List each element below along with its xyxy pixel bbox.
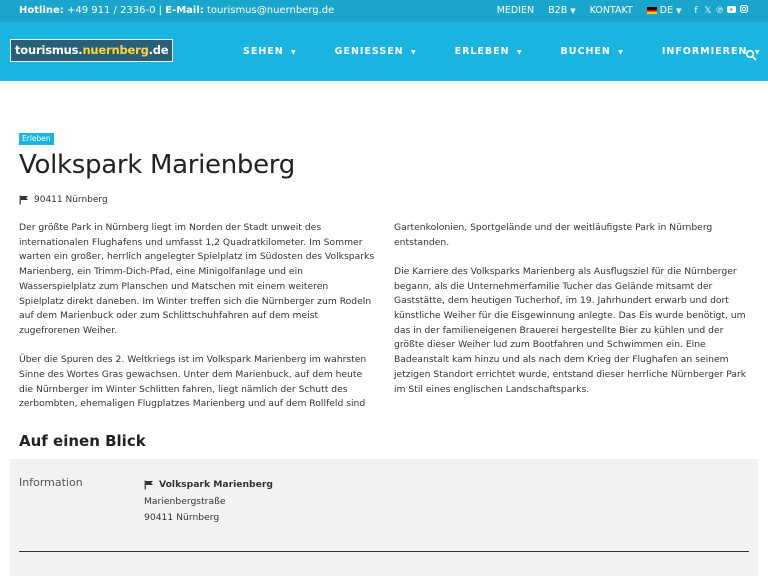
- nav-label: INFORMIEREN: [661, 46, 748, 57]
- top-link-kontakt[interactable]: KONTAKT: [589, 5, 633, 16]
- category-badge[interactable]: Erleben: [19, 133, 54, 145]
- language-label: DE: [659, 5, 674, 16]
- chevron-down-icon: ▼: [754, 49, 761, 56]
- facebook-icon[interactable]: f: [694, 6, 698, 16]
- main-navbar: [0, 22, 768, 81]
- contact-separator: |: [158, 5, 163, 16]
- language-switcher[interactable]: [647, 5, 682, 16]
- chevron-down-icon: ▼: [410, 49, 417, 56]
- hotline-label: Hotline:: [19, 5, 64, 16]
- search-icon[interactable]: [745, 46, 757, 58]
- nav-label: GENIESSEN: [334, 46, 404, 57]
- article-paragraph: Der größte Park in Nürnberg liegt im Norden der Stadt unweit des internationalen Flughafens und umfasst 1,2 Quadratkilometer. Im Sommer warten ein großer, herrlich angelegter Spielplatz im Südosten des Volksparks Marienberg, ein Trimm-Dich-Pfad, eine Minigolfanlage und ein Wasserspielplatz zum Planschen und Matschen mit einem weiteren Spielplatz direkt daneben. Im Winter treffen sich die Nürnberger zum Rodeln auf dem Marienbuck oder zum Schlittschuhfahren auf dem meist zugefrorenen Weiher.: [19, 222, 375, 336]
- chevron-down-icon: ▼: [676, 7, 682, 15]
- divider: [19, 551, 749, 552]
- nav-item-sehen[interactable]: [243, 46, 297, 57]
- contact-info: [19, 5, 334, 16]
- main-nav: [243, 22, 768, 81]
- info-city: 90411 Nürnberg: [144, 512, 220, 523]
- logo-highlight: nuernberg: [82, 43, 149, 57]
- top-link-b2b[interactable]: [548, 5, 575, 16]
- info-box: [10, 459, 758, 576]
- flag-icon: [19, 195, 29, 205]
- top-link-b2b-label: B2B: [548, 5, 568, 16]
- article-paragraph: Die Karriere des Volksparks Marienberg als Ausflugsziel für die Nürnberger begann, als die Unternehmerfamilie Tucher das Gelände mitsamt der Gaststätte, dem heutigen Tucherhof, im 19. Jahrhundert erwarb und dort künstliche Weiher für die Eisgewinnung anlegte. Das Eis wurde benötigt, um das in der familieneigenen Brauerei hergestellte Bier zu kühlen und der größte dieser Weiher lud zum Bootfahren und Schwimmen ein. Eine Badeanstalt kam hinzu und als nach dem Krieg der Flughafen an seinem jetzigen Standort errichtet wurde, entstand dieser herrliche Nürnberger Park im Stil eines englischen Landschaftsparks.: [394, 265, 747, 395]
- location-text: 90411 Nürnberg: [34, 195, 108, 205]
- article-paragraph: Über die Spuren des 2. Weltkriegs ist im Volkspark Marienberg im wahrsten Sinne des Wortes Gras gewachsen. Unter dem Marienbuck, auf dem heute die Nürnberger im Winter Schlitten fahren, liegt nämlich der Schutt des zerbombten, ehemaligen Flugplatzes Marienberg und auf dem Rollfeld sind: [19, 354, 367, 410]
- top-bar: [0, 0, 768, 22]
- nav-item-geniessen[interactable]: [335, 46, 417, 57]
- logo-suffix: .de: [148, 43, 169, 57]
- nav-item-erleben[interactable]: [455, 46, 523, 57]
- german-flag-icon: [647, 7, 657, 14]
- chevron-down-icon: ▼: [618, 49, 624, 56]
- info-street: Marienbergstraße: [144, 496, 226, 507]
- social-links: [692, 5, 749, 16]
- site-logo[interactable]: [10, 39, 173, 62]
- instagram-icon[interactable]: [739, 5, 748, 16]
- chevron-down-icon: ▼: [516, 49, 523, 56]
- section-title-glance: Auf einen Blick: [19, 432, 146, 450]
- chevron-down-icon: ▼: [570, 7, 576, 15]
- page-title: Volkspark Marienberg: [19, 150, 295, 180]
- pinterest-icon[interactable]: ℗: [715, 6, 725, 16]
- top-links: [497, 5, 748, 16]
- chevron-down-icon: ▼: [291, 49, 297, 56]
- info-name: [144, 479, 273, 490]
- article-paragraph: Gartenkolonien, Sportgelände und der weitläufigste Park in Nürnberg entstanden.: [394, 222, 713, 248]
- x-icon[interactable]: 𝕏: [704, 6, 712, 16]
- nav-label: ERLEBEN: [454, 46, 510, 57]
- hotline-number[interactable]: +49 911 / 2336-0: [66, 5, 156, 16]
- info-label: Information: [19, 476, 83, 489]
- location: [19, 195, 108, 205]
- article-column-right: [394, 221, 750, 412]
- info-name-text: Volkspark Marienberg: [159, 479, 273, 490]
- nav-item-buchen[interactable]: [561, 46, 624, 57]
- article-column-left: [19, 221, 375, 426]
- nav-label: SEHEN: [243, 46, 284, 57]
- top-link-medien[interactable]: MEDIEN: [496, 5, 535, 16]
- logo-prefix: tourismus.: [15, 43, 83, 57]
- flag-icon: [144, 480, 154, 490]
- email-link[interactable]: tourismus@nuernberg.de: [206, 5, 335, 16]
- youtube-icon[interactable]: [727, 6, 736, 16]
- nav-label: BUCHEN: [560, 46, 611, 57]
- email-label: E-Mail:: [165, 5, 204, 16]
